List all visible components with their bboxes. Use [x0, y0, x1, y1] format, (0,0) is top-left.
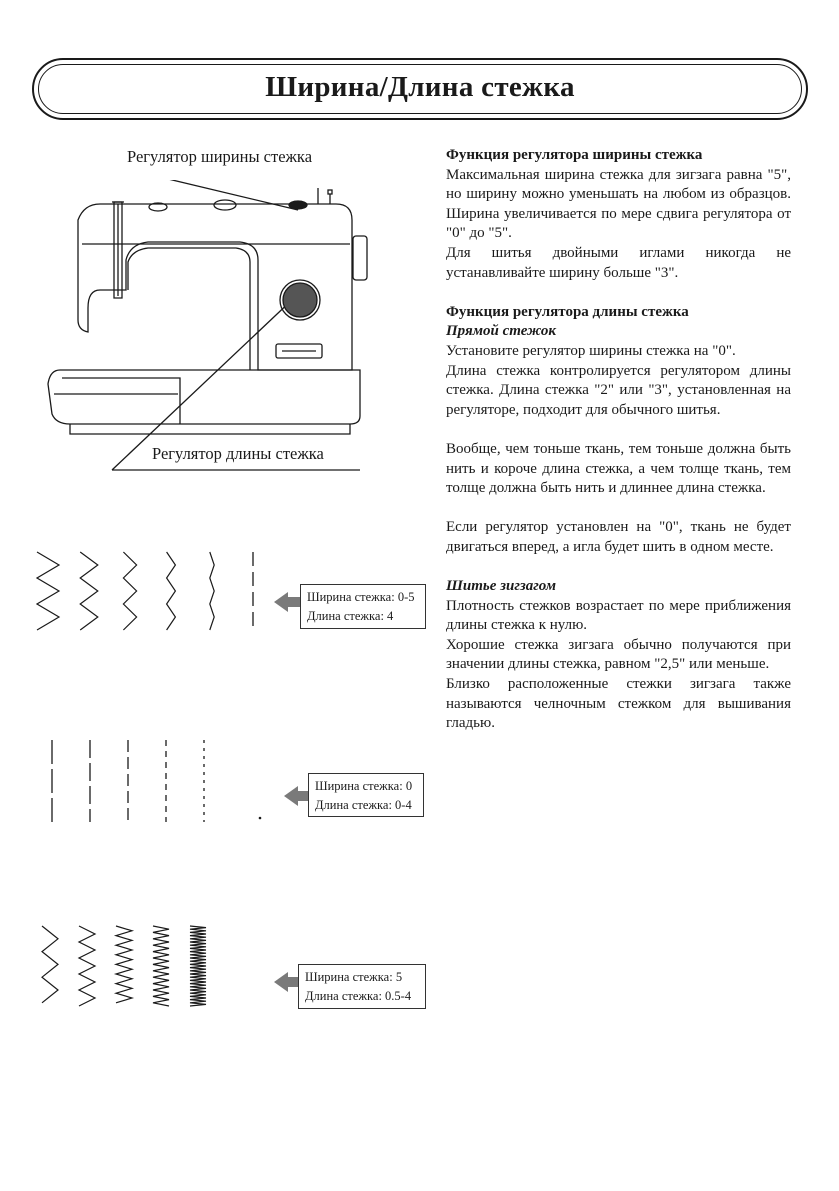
stitch-group-width-samples	[36, 548, 266, 634]
stitch-zigzag-width-1	[210, 552, 214, 630]
width-regulator-callout: Регулятор ширины стежка	[127, 147, 313, 166]
stitch-group-density-samples	[40, 922, 240, 1010]
stitch-settings-box-2	[308, 773, 424, 817]
zigzag-heading: Шитье зигзагом	[446, 578, 556, 595]
stitch-zigzag-length-0.5	[190, 926, 206, 1006]
zigzag-paragraph-3: Близко расположенные стежки зигзага также называются челночным стежком для вышивания гладью.	[446, 676, 791, 732]
zero-setting-paragraph: Если регулятор установлен на "0", ткань не будет двигаться вперед, а игла будет шить в одном месте.	[446, 519, 791, 555]
arrow-left-icon	[272, 590, 302, 614]
title-banner	[32, 58, 808, 120]
width-paragraph-1: Максимальная ширина стежка для зигзага равна "5", но ширину можно уменьшать на любом из образцов. Ширина увеличивается по мере сдвига регулятора от "0" до "5".	[446, 166, 791, 242]
stitch-settings-box-3	[298, 964, 426, 1009]
length-regulator-callout: Регулятор длины стежка	[152, 444, 324, 463]
stitch-zigzag-length-1.5	[116, 926, 132, 1003]
width-callout-leader	[122, 180, 298, 210]
stitch-zigzag-length-1	[153, 926, 169, 1006]
stitch-zigzag-width-2	[167, 552, 176, 630]
stitch-settings-box-1	[300, 584, 426, 629]
sewing-machine-illustration	[40, 180, 380, 480]
width-paragraph-2: Для шитья двойными иглами никогда не устанавливайте ширину больше "3".	[446, 244, 791, 281]
box3-width: Ширина стежка: 5	[305, 970, 403, 984]
box2-width: Ширина стежка: 0	[315, 779, 413, 793]
general-paragraph: Вообще, чем тоньше ткань, тем тоньше должна быть нить и короче длина стежка, а чем толще ткань, тем толще должна быть нить и длиннее длина стежка.	[446, 440, 791, 497]
box2-length: Длина стежка: 0-4	[315, 798, 412, 812]
stitch-zigzag-width-5	[37, 552, 59, 630]
instructions-column	[446, 146, 791, 734]
straight-paragraph-1: Установите регулятор ширины стежка на "0".	[446, 342, 736, 359]
straight-paragraph-2: Длина стежка контролируется регулятором длины стежка. Длина стежка "2" или "3", установленная на регуляторе, подходит для обычного шитья.	[446, 362, 791, 418]
page-title: Ширина/Длина стежка	[265, 71, 575, 103]
straight-stitch-heading: Прямой стежок	[446, 323, 556, 340]
zigzag-paragraph-2: Хорошие стежка зигзага обычно получаются при значении длины стежка, равном "2,5" или меньше.	[446, 636, 791, 673]
stitch-zigzag-width-3	[123, 552, 136, 630]
length-callout-leader	[112, 298, 294, 470]
stitch-zigzag-length-2.5	[79, 926, 95, 1006]
stitch-point-length-0	[259, 817, 262, 820]
box1-length: Длина стежка: 4	[307, 609, 394, 623]
zigzag-paragraph-1: Плотность стежков возрастает по мере приближения длины стежка к нулю.	[446, 597, 791, 634]
stitch-zigzag-length-4	[42, 926, 58, 1003]
stitch-group-straight-samples	[44, 738, 274, 824]
box1-width: Ширина стежка: 0-5	[307, 590, 415, 604]
length-function-heading: Функция регулятора длины стежка	[446, 303, 689, 320]
width-function-heading: Функция регулятора ширины стежка	[446, 147, 703, 163]
stitch-zigzag-width-4	[80, 552, 98, 630]
box3-length: Длина стежка: 0.5-4	[305, 989, 412, 1003]
